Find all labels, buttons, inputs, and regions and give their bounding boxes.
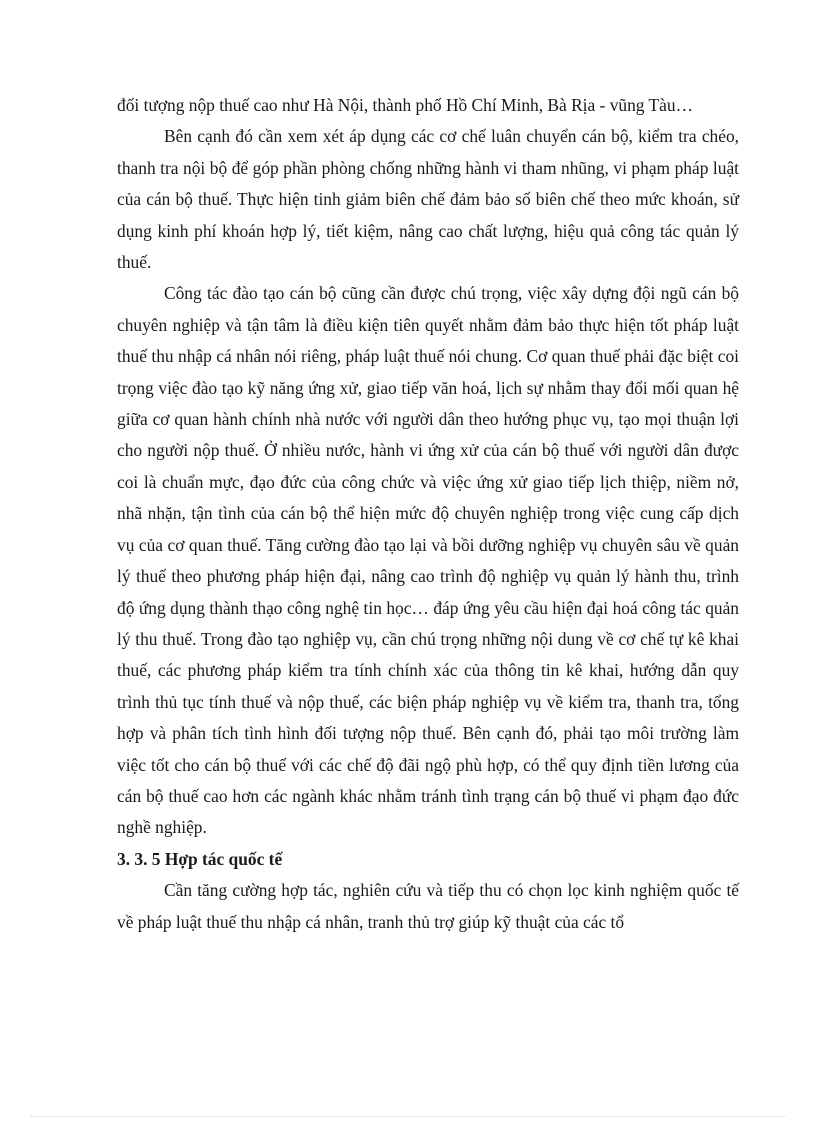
paragraph-international-cooperation: Cần tăng cường hợp tác, nghiên cứu và tiếp thu có chọn lọc kinh nghiệm quốc tế về pháp luật thuế thu nhập cá nhân, tranh thủ trợ giúp kỹ thuật của các tổ bbox=[117, 880, 739, 932]
paragraph-continuation: đối tượng nộp thuế cao như Hà Nội, thành phố Hồ Chí Minh, Bà Rịa - vũng Tàu… bbox=[117, 95, 693, 115]
paragraph-staff-training: Công tác đào tạo cán bộ cũng cần được chú trọng, việc xây dựng đội ngũ cán bộ chuyên nghiệp và tận tâm là điều kiện tiên quyết nhằm đảm bảo thực hiện tốt pháp luật thuế thu nhập cá nhân nói riêng, pháp luật thuế nói chung. Cơ quan thuế phải đặc biệt coi trọng việc đào tạo kỹ năng ứng xử, giao tiếp văn hoá, lịch sự nhằm thay đổi mối quan hệ giữa cơ quan hành chính nhà nước với người dân theo hướng phục vụ, tạo mọi thuận lợi cho người nộp thuế. Ở nhiều nước, hành vi ứng xử của cán bộ thuế với người dân được coi là chuẩn mực, đạo đức của công chức và việc ứng xử giao tiếp lịch thiệp, niềm nở, nhã nhặn, tận tình của cán bộ thể hiện mức độ chuyên nghiệp trong việc cung cấp dịch vụ của cơ quan thuế. Tăng cường đào tạo lại và bồi dưỡng nghiệp vụ chuyên sâu về quản lý thuế theo phương pháp hiện đại, nâng cao trình độ nghiệp vụ quản lý hành thu, trình độ ứng dụng thành thạo công nghệ tin học… đáp ứng yêu cầu hiện đại hoá công tác quản lý thu thuế. Trong đào tạo nghiệp vụ, cần chú trọng những nội dung về cơ chế tự kê khai thuế, các phương pháp kiểm tra tính chính xác của thông tin kê khai, hướng dẫn quy trình thủ tục tính thuế và nộp thuế, các biện pháp nghiệp vụ về kiểm tra, thanh tra, tổng hợp và phân tích tình hình đối tượng nộp thuế. Bên cạnh đó, phải tạo môi trường làm việc tốt cho cán bộ thuế với các chế độ đãi ngộ phù hợp, có thể quy định tiền lương của cán bộ thuế cao hơn các ngành khác nhằm tránh tình trạng cán bộ thuế vi phạm đạo đức nghề nghiệp. bbox=[117, 283, 739, 838]
paragraph-staff-rotation: Bên cạnh đó cần xem xét áp dụng các cơ chế luân chuyển cán bộ, kiểm tra chéo, thanh tra nội bộ để góp phần phòng chống những hành vi tham nhũng, vi phạm pháp luật của cán bộ thuế. Thực hiện tinh giảm biên chế đảm bảo số biên chế theo mức khoán, sử dụng kinh phí khoán hợp lý, tiết kiệm, nâng cao chất lượng, hiệu quả công tác quản lý thuế. bbox=[117, 126, 739, 273]
section-heading: 3. 3. 5 Hợp tác quốc tế bbox=[117, 848, 283, 869]
page-bottom-divider bbox=[30, 1116, 786, 1117]
body-text bbox=[117, 90, 739, 938]
